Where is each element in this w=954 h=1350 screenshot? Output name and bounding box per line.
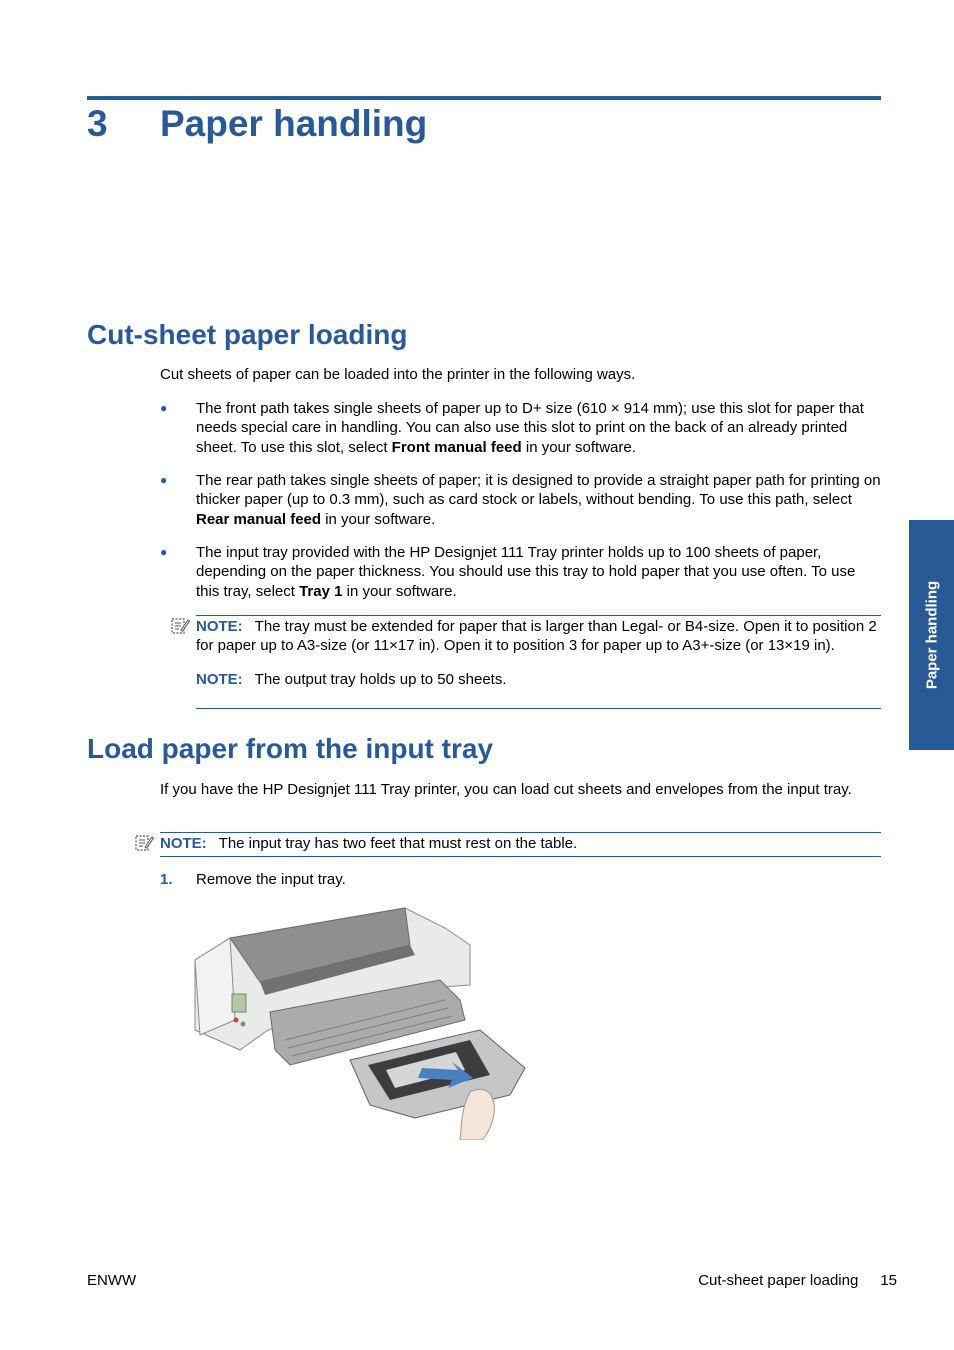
- bullet-icon: ●: [160, 545, 168, 559]
- chapter-number: 3: [87, 103, 108, 144]
- side-tab-label: Paper handling: [923, 580, 940, 690]
- chapter-rule: [87, 96, 881, 100]
- chapter-title: [87, 101, 427, 147]
- side-tab: [909, 520, 954, 750]
- list-item: ● The input tray provided with the HP Designjet 111 Tray printer holds up to 100 sheets of paper, depending on the paper thickness. You should use this tray to hold paper that you use often. To use this tray, select Tray 1 in your software.: [160, 544, 856, 600]
- note-text: The output tray holds up to 50 sheets.: [254, 670, 507, 688]
- note-text: The input tray has two feet that must rest on the table.: [218, 835, 578, 852]
- step-text: Remove the input tray.: [196, 871, 346, 888]
- note-block-tray: [196, 615, 881, 709]
- footer-section: Cut-sheet paper loading: [698, 1272, 859, 1289]
- note-block-feet: [160, 832, 881, 857]
- footer-right: [698, 1271, 897, 1290]
- section-title-cut-sheet: Cut-sheet paper loading: [87, 319, 408, 350]
- footer-left: ENWW: [87, 1272, 137, 1289]
- section-intro-input-tray: If you have the HP Designjet 111 Tray printer, you can load cut sheets and envelopes from the input tray.: [160, 781, 852, 798]
- bullet-icon: ●: [160, 401, 168, 415]
- step-number: 1.: [160, 871, 173, 888]
- step-item: [160, 870, 346, 889]
- note-label: NOTE:: [160, 835, 207, 852]
- list-item: ● The front path takes single sheets of paper up to D+ size (610 × 914 mm); use this slot for paper that needs special care in handling. You can also use this slot to print on the back of an already printed sheet. To use this slot, select Front manual feed in your software.: [160, 400, 864, 456]
- note-text: The tray must be extended for paper that is larger than Legal- or B4-size. Open it to position 2 for paper up to A3-size (or 11×17 in). Open it to position 3 for paper up to A3+-size (or 13×19 in).: [196, 618, 877, 655]
- bullet-icon: ●: [160, 473, 168, 487]
- note-icon: [134, 833, 154, 853]
- note-icon: [170, 616, 190, 636]
- section-intro-cut-sheet: Cut sheets of paper can be loaded into the printer in the following ways.: [160, 366, 636, 383]
- list-item: ● The rear path takes single sheets of paper; it is designed to provide a straight paper path for printing on thicker paper (up to 0.3 mm), such as card stock or labels, without bending. To use this path, select Rear manual feed in your software.: [160, 472, 881, 528]
- chapter-title-text: Paper handling: [160, 103, 428, 144]
- page-number: 15: [880, 1272, 897, 1289]
- section-title-input-tray: Load paper from the input tray: [87, 733, 494, 764]
- note-label: NOTE:: [196, 670, 243, 688]
- printer-illustration: [190, 900, 530, 1140]
- note-label: NOTE:: [196, 618, 243, 635]
